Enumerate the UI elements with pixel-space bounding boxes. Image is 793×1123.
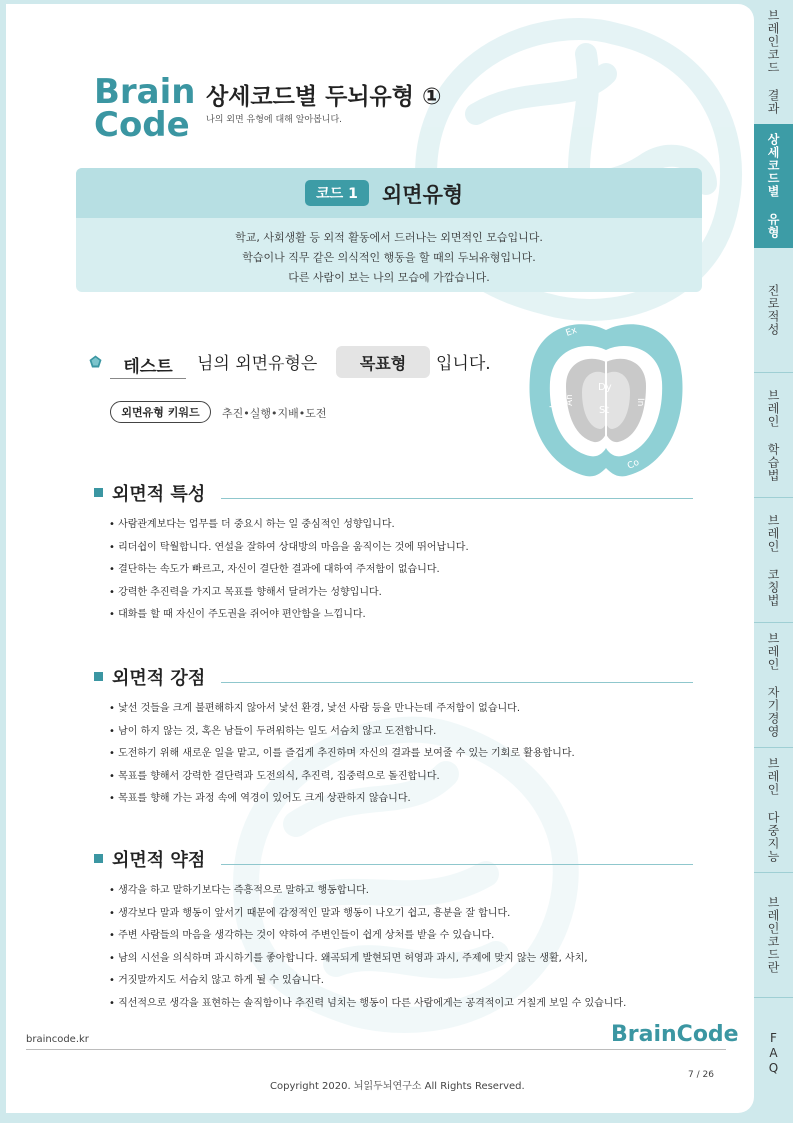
copyright: Copyright 2020. 뇌읽두뇌연구소 All Rights Reserved.	[270, 1081, 525, 1092]
bullet-list	[94, 698, 694, 811]
code-desc-line: 다른 사람이 보는 나의 모습에 가깝습니다.	[288, 271, 490, 284]
sidebar-item-detail-code-types[interactable]: 상세코드별 유형	[754, 124, 793, 248]
sidebar-nav	[754, 0, 793, 1123]
list-item: • 목표를 향해서 강력한 결단력과 도전의식, 추진력, 집중력으로 돌진합니다.	[109, 766, 694, 789]
type-badge: 목표형	[336, 346, 430, 378]
diagram-label-lo: Lo	[549, 397, 559, 408]
diagram-label-st: St	[599, 405, 610, 416]
gem-icon	[89, 355, 102, 368]
list-item: • 남이 하지 않는 것, 혹은 남들이 두려워하는 일도 서슴치 않고 도전합니다.	[109, 721, 694, 744]
keyword-label: 외면유형 키워드	[110, 401, 211, 423]
section-title: 외면적 약점	[112, 850, 206, 871]
result-text-prefix: 님의 외면유형은	[197, 354, 318, 374]
list-item: • 남의 시선을 의식하며 과시하기를 좋아합니다. 왜곡되게 발현되면 허영과 과시, 주제에 맞지 않는 생활, 사치,	[109, 948, 694, 971]
list-item: • 거짓말까지도 서슴치 않고 하게 될 수 있습니다.	[109, 970, 694, 993]
section-header	[94, 478, 694, 504]
page-title: 상세코드별 두뇌유형 ①	[206, 84, 442, 110]
logo-line-1: Brain	[94, 72, 196, 112]
sidebar-item-braincode-result[interactable]: 브레인코드 결과	[766, 9, 780, 115]
list-item: • 낯선 것들을 크게 불편해하지 않아서 낯선 환경, 낯선 사람 등을 만나는데 주저함이 없습니다.	[109, 698, 694, 721]
section-title: 외면적 강점	[112, 668, 206, 689]
section-divider	[221, 682, 693, 683]
list-item: • 대화를 할 때 자신이 주도권을 쥐어야 편안함을 느낍니다.	[109, 604, 694, 627]
keyword-values: 추진•실행•지배•도전	[222, 407, 327, 420]
section-header	[94, 844, 694, 870]
logo-line-2: Code	[94, 105, 190, 145]
list-item: • 사람관계보다는 업무를 더 중요시 하는 일 중심적인 성향입니다.	[109, 514, 694, 537]
diagram-label-an: An	[565, 394, 575, 406]
list-item: • 생각보다 말과 행동이 앞서기 때문에 감정적인 말과 행동이 나오기 쉽고, 흥분을 잘 합니다.	[109, 903, 694, 926]
sidebar-item-about-braincode[interactable]: 브레인코드란	[766, 896, 780, 974]
user-name: 테스트	[110, 352, 186, 379]
section-header	[94, 662, 694, 688]
list-item: • 주변 사람들의 마음을 생각하는 것이 약하여 주변인들이 쉽게 상처를 받을 수 있습니다.	[109, 925, 694, 948]
list-item: • 직선적으로 생각을 표현하는 솔직함이나 추진력 넘치는 행동이 다른 사람에게는 공격적이고 거칠게 보일 수 있습니다.	[109, 993, 694, 1016]
sidebar-item-brain-multiple-intelligence[interactable]: 브레인 다중지능	[766, 757, 780, 863]
page-number: 7 / 26	[688, 1070, 714, 1080]
braincode-logo	[94, 72, 196, 145]
code-info-box	[76, 168, 702, 292]
footer-url[interactable]: braincode.kr	[26, 1034, 89, 1045]
diagram-label-em: Em	[651, 392, 661, 407]
footer-logo: BrainCode	[611, 1022, 739, 1047]
footer-divider	[26, 1049, 726, 1050]
diagram-label-co: Co	[626, 457, 641, 472]
code-desc-line: 학교, 사회생활 등 외적 활동에서 드러나는 외면적인 모습입니다.	[235, 231, 543, 244]
sidebar-item-brain-self-management[interactable]: 브레인 자기경영	[766, 632, 780, 738]
list-item: • 목표를 향해 가는 과정 속에 역경이 있어도 크게 상관하지 않습니다.	[109, 788, 694, 811]
code-badge: 코드 1	[305, 180, 369, 206]
brain-code-diagram	[526, 316, 686, 480]
list-item: • 도전하기 위해 새로운 일을 맡고, 이를 즐겁게 추진하며 자신의 결과를 보여줄 수 있는 기회로 활용합니다.	[109, 743, 694, 766]
diagram-label-dy: Dy	[598, 382, 612, 393]
square-bullet-icon	[94, 488, 103, 497]
sidebar-item-brain-coaching[interactable]: 브레인 코칭법	[766, 513, 780, 607]
section-characteristics	[94, 478, 694, 627]
square-bullet-icon	[94, 672, 103, 681]
code-desc-line: 학습이나 직무 같은 의식적인 행동을 할 때의 두뇌유형입니다.	[242, 251, 536, 264]
bullet-list	[94, 514, 694, 627]
page-subtitle: 나의 외면 유형에 대해 알아봅니다.	[206, 115, 343, 125]
sidebar-item-brain-study[interactable]: 브레인 학습법	[766, 388, 780, 482]
list-item: • 강력한 추진력을 가지고 목표를 향해서 달려가는 성향입니다.	[109, 582, 694, 605]
section-title: 외면적 특성	[112, 484, 206, 505]
list-item: • 리더쉽이 탁월합니다. 연설을 잘하여 상대방의 마음을 움직이는 것에 뛰어납니다.	[109, 537, 694, 560]
diagram-label-in: In	[635, 398, 645, 407]
section-strengths	[94, 662, 694, 811]
square-bullet-icon	[94, 854, 103, 863]
section-weaknesses	[94, 844, 694, 1015]
list-item: • 결단하는 속도가 빠르고, 자신이 결단한 결과에 대하여 주저함이 없습니다.	[109, 559, 694, 582]
list-item: • 생각을 하고 말하기보다는 즉흥적으로 말하고 행동합니다.	[109, 880, 694, 903]
page	[6, 4, 754, 1113]
sidebar-item-career-aptitude[interactable]: 진로적성	[766, 284, 780, 336]
section-divider	[221, 498, 693, 499]
section-divider	[221, 864, 693, 865]
result-text-suffix: 입니다.	[436, 354, 491, 374]
code-title: 외면유형	[382, 183, 464, 207]
sidebar-item-faq[interactable]: FAQ	[766, 1030, 781, 1076]
code-description	[76, 228, 702, 288]
diagram-label-ex: Ex	[564, 325, 579, 339]
bullet-list	[94, 880, 694, 1015]
